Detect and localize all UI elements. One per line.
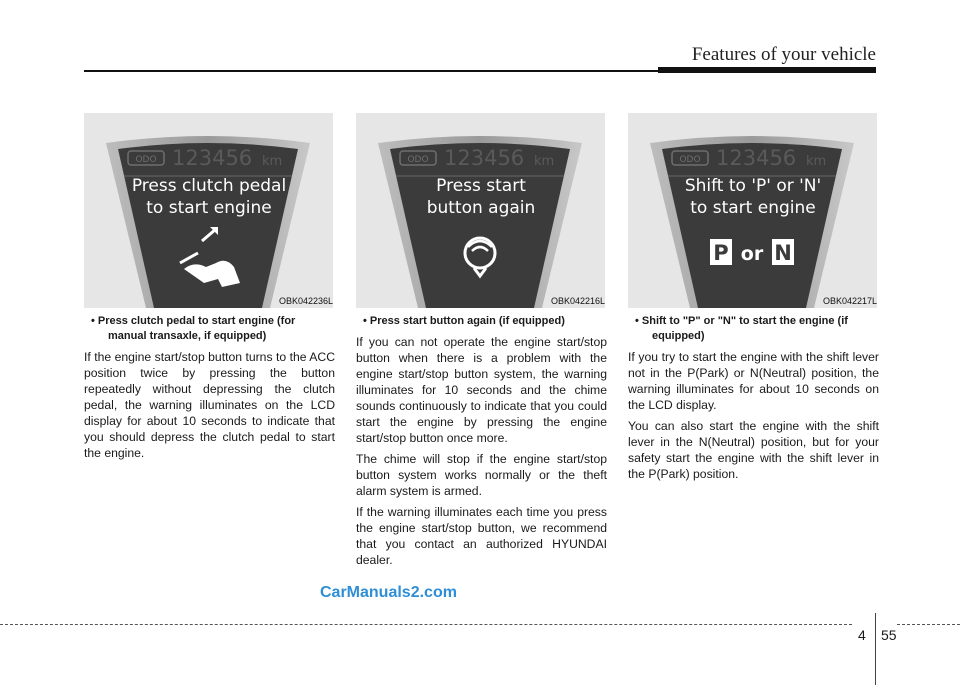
page-number-divider — [875, 613, 876, 685]
body-paragraph: If the warning illuminates each time you press the engine start/stop button, we recommend that you contact an authorized HYUNDAI dealer. — [356, 505, 607, 567]
odo-label: ODO — [407, 155, 429, 165]
lcd-message-line1: Press start — [436, 176, 526, 196]
column-shift-p-n — [628, 314, 879, 487]
odo-value: 123456 — [172, 146, 253, 170]
page-header-title: Features of your vehicle — [691, 44, 876, 65]
section-heading: • Press start button again (if equipped) — [363, 315, 565, 327]
header-rule-thick — [658, 67, 876, 73]
odo-unit: km — [534, 154, 555, 169]
body-paragraph: If the engine start/stop button turns to the ACC position twice by pressing the button repeatedly without depressing the clutch pedal, the warning illuminates on the LCD display for about 10 seconds to indicate that you should depress the clutch pedal to start the engine. — [84, 350, 335, 460]
figure-code: OBK042236L — [278, 296, 333, 306]
page-number: 55 — [881, 627, 897, 643]
lcd-message-line2: button again — [426, 198, 536, 218]
lcd-figure-clutch — [84, 113, 333, 308]
lcd-message-line2: to start engine — [690, 198, 816, 218]
header-rule — [84, 70, 664, 72]
body-paragraph: The chime will stop if the engine start/stop button system works normally or the theft alarm system is armed. — [356, 452, 607, 498]
column-start-button — [356, 314, 607, 573]
or-label: or — [740, 243, 764, 265]
figure-code: OBK042217L — [822, 296, 877, 306]
body-paragraph: You can also start the engine with the shift lever in the N(Neutral) position, but for your safety start the engine with the shift lever in the P(Park) position. — [628, 419, 879, 481]
section-heading: • Shift to "P" or "N" to start the engine (if equipped) — [635, 315, 848, 342]
footer-rule — [897, 624, 960, 625]
odo-unit: km — [262, 154, 283, 169]
footer-rule — [0, 624, 852, 625]
section-heading: • Press clutch pedal to start engine (for manual transaxle, if equipped) — [91, 315, 296, 342]
watermark-link[interactable]: CarManuals2.com — [320, 584, 457, 601]
odo-unit: km — [806, 154, 827, 169]
lcd-message-line1: Shift to 'P' or 'N' — [684, 176, 822, 196]
lcd-message-line1: Press clutch pedal — [131, 176, 287, 196]
body-paragraph: If you can not operate the engine start/stop button when there is a problem with the engine start/stop button system, the warning illuminates for 10 seconds and the chime sounds continuously to indicate that you could start the engine by pressing the engine start/stop button once more. — [356, 335, 607, 445]
lcd-figure-shift-p-n — [628, 113, 877, 308]
odo-label: ODO — [135, 155, 157, 165]
p-or-n-icon — [710, 239, 794, 265]
chapter-number: 4 — [858, 627, 866, 643]
lcd-figure-start-button — [356, 113, 605, 308]
body-paragraph: If you try to start the engine with the shift lever not in the P(Park) or N(Neutral) position, the warning illuminates for about 10 seconds on the LCD display. — [628, 350, 879, 412]
figure-code: OBK042216L — [550, 296, 605, 306]
odo-value: 123456 — [716, 146, 797, 170]
odo-label: ODO — [679, 155, 701, 165]
odo-value: 123456 — [444, 146, 525, 170]
gear-p-label: P — [713, 241, 729, 265]
lcd-message-line2: to start engine — [146, 198, 272, 218]
gear-n-label: N — [774, 241, 792, 265]
column-clutch — [84, 314, 335, 466]
